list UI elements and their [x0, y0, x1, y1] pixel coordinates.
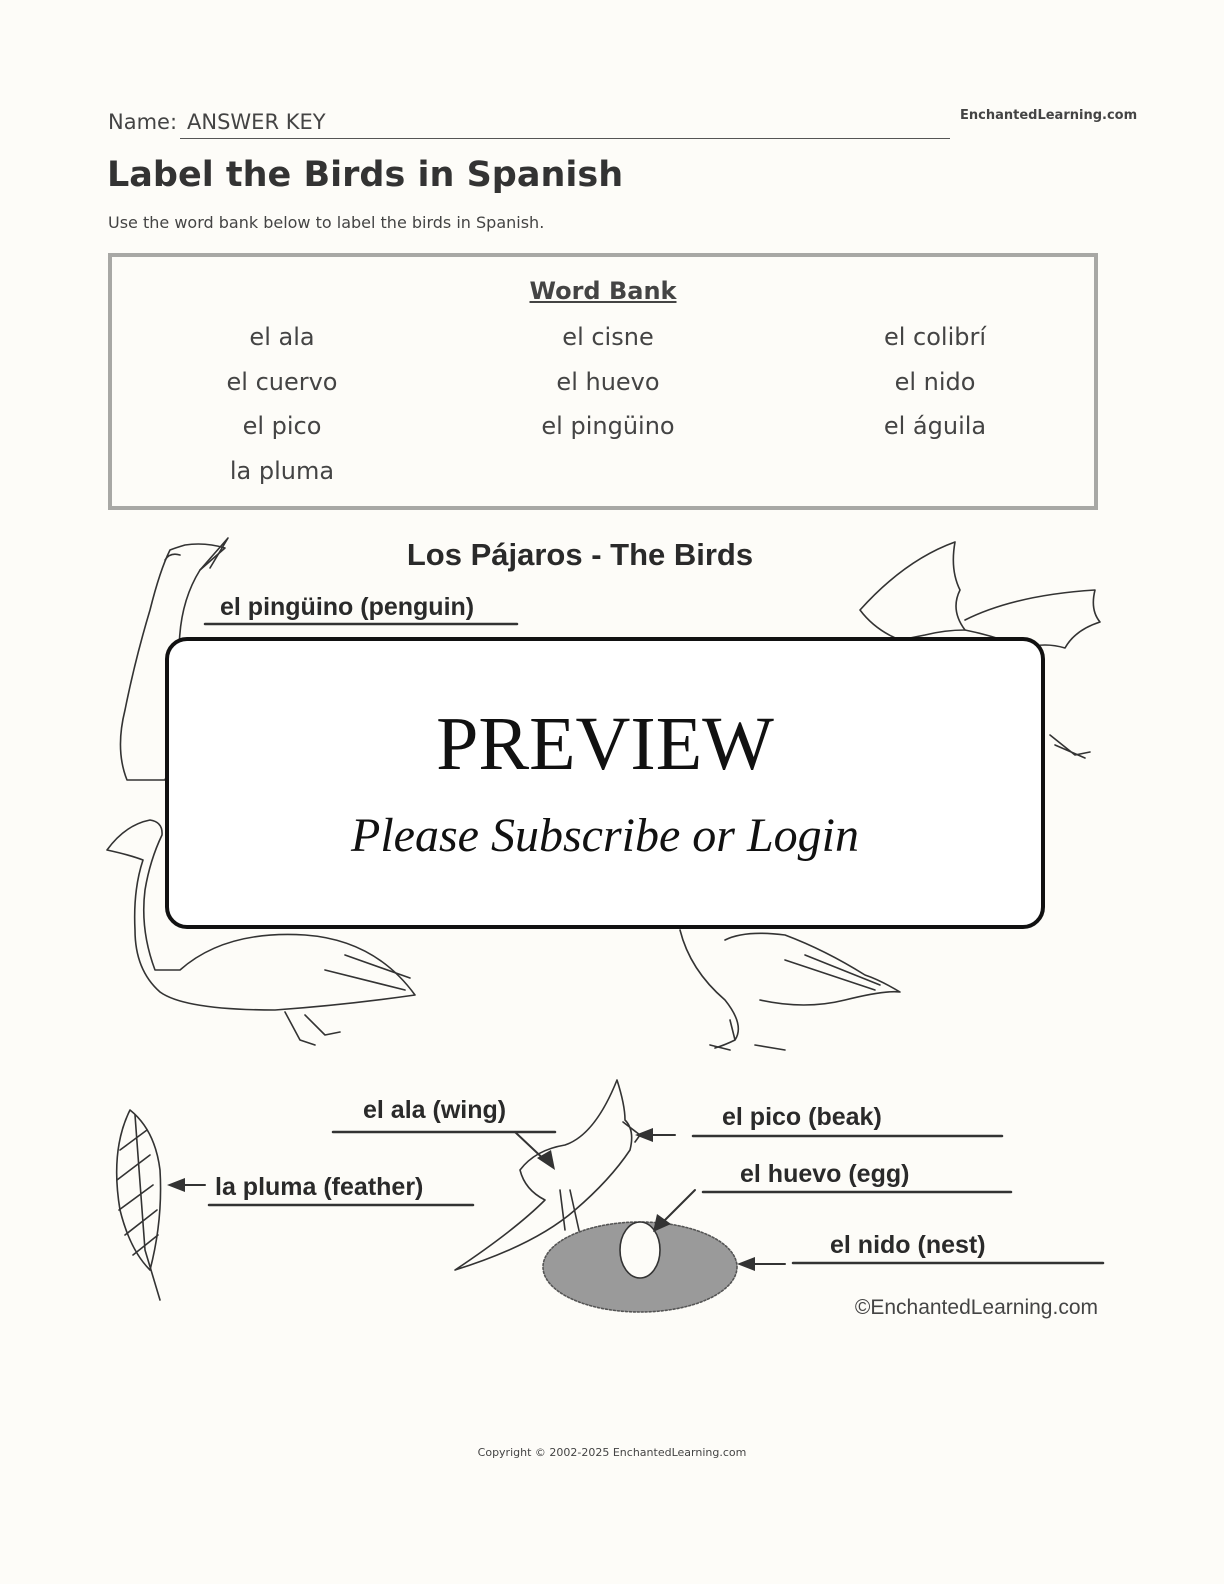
preview-overlay[interactable] — [165, 637, 1045, 929]
word-bank-title: Word Bank — [529, 277, 677, 305]
name-underline — [180, 138, 950, 139]
word-bank-item: el cisne — [562, 323, 654, 351]
label-penguin: el pingüino (penguin) — [220, 593, 475, 621]
word-bank-item: la pluma — [229, 457, 335, 485]
feather-drawing — [117, 1110, 161, 1270]
word-bank-item: el huevo — [556, 368, 660, 396]
site-brand[interactable]: EnchantedLearning.com — [960, 108, 1138, 123]
label-nest: el nido (nest) — [830, 1231, 986, 1259]
label-wing: el ala (wing) — [363, 1096, 507, 1124]
preview-title: PREVIEW — [436, 702, 774, 786]
word-bank-item: el pico — [242, 412, 322, 440]
word-bank-item: el águila — [883, 412, 987, 440]
name-value: ANSWER KEY — [187, 110, 326, 134]
name-label: Name: — [108, 110, 178, 134]
illustration-title: Los Pájaros - The Birds — [406, 537, 754, 572]
word-bank-item: el colibrí — [883, 323, 987, 351]
instructions: Use the word bank below to label the birds in Spanish. — [108, 213, 545, 232]
illustration-credit: ©EnchantedLearning.com — [854, 1296, 1098, 1319]
subscribe-login-prompt[interactable]: Please Subscribe or Login — [351, 809, 859, 862]
footer-copyright: Copyright © 2002-2025 EnchantedLearning.com — [477, 1446, 747, 1459]
word-bank-item: el cuervo — [226, 368, 338, 396]
label-feather: la pluma (feather) — [215, 1173, 424, 1201]
page-title: Label the Birds in Spanish — [107, 155, 624, 195]
label-egg: el huevo (egg) — [740, 1160, 910, 1188]
word-bank-item: el ala — [249, 323, 315, 351]
word-bank-item: el nido — [894, 368, 976, 396]
label-beak: el pico (beak) — [722, 1103, 882, 1131]
eagle-drawing — [860, 542, 965, 640]
word-bank-item: el pingüino — [541, 412, 675, 440]
word-bank — [108, 253, 1098, 510]
